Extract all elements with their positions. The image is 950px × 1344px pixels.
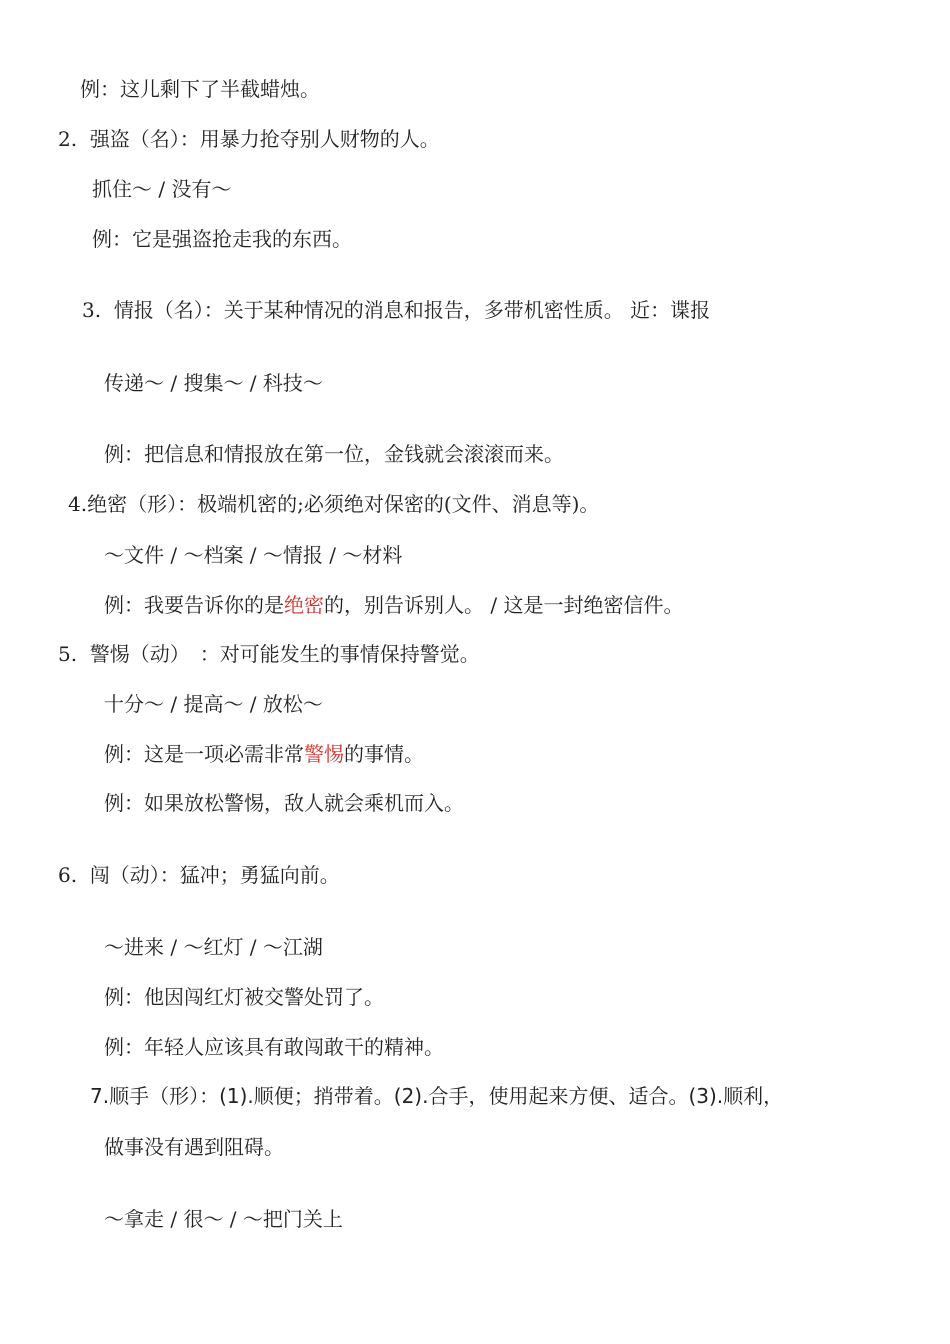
collocation-line — [104, 370, 323, 396]
example-text: 例：把信息和情报放在第一位，金钱就会滚滚而来。 — [104, 442, 564, 466]
entry-definition: 绝密（形）：极端机密的;必须绝对保密的(文件、消息等)。 — [87, 492, 600, 516]
example-text: 例：他因闯红灯被交警处罚了。 — [104, 985, 384, 1009]
sense-number: (1). — [219, 1084, 254, 1108]
entry-heading — [90, 1083, 783, 1109]
sense-text: 合手，使用起来方便、适合。 — [428, 1084, 689, 1108]
highlighted-word: 警惕 — [304, 742, 344, 766]
entry-number: 6. — [58, 863, 78, 887]
example-line — [104, 984, 384, 1010]
entry-heading — [58, 126, 440, 152]
highlighted-word: 绝密 — [284, 593, 324, 617]
collocation-text: 十分～ / 提高～ / 放松～ — [104, 692, 323, 716]
entry-heading — [58, 641, 480, 667]
example-text: 例：这儿剩下了半截蜡烛。 — [80, 77, 320, 101]
example-line — [92, 226, 352, 252]
entry-heading — [82, 297, 710, 323]
collocation-line — [104, 1206, 343, 1232]
example-line — [104, 592, 683, 618]
entry-heading — [68, 491, 599, 517]
example-text: 例：如果放松警惕，敌人就会乘机而入。 — [104, 791, 464, 815]
entry-number: 4. — [68, 492, 88, 516]
example-text: 例：这是一项必需非常 — [104, 742, 304, 766]
collocation-line — [104, 934, 323, 960]
entry-number: 2. — [58, 127, 78, 151]
example-line — [104, 1034, 444, 1060]
entry-definition: 警惕（动） ：对可能发生的事情保持警觉。 — [89, 642, 480, 666]
collocation-line — [104, 691, 323, 717]
example-text: 例：它是强盗抢走我的东西。 — [92, 227, 352, 251]
entry-definition: 强盗（名）：用暴力抢夺别人财物的人。 — [89, 127, 440, 151]
collocation-line — [104, 542, 402, 568]
collocation-text: 抓住～ / 没有～ — [92, 177, 232, 201]
example-line — [104, 790, 464, 816]
example-text: 的，别告诉别人。 / 这是一封绝密信件。 — [324, 593, 684, 617]
sense-text: 做事没有遇到阻碍。 — [104, 1135, 284, 1159]
entry-number: 3. — [82, 298, 102, 322]
sense-text: 顺利， — [723, 1084, 784, 1108]
collocation-text: ～进来 / ～红灯 / ～江湖 — [104, 935, 323, 959]
entry-number: 5. — [58, 642, 78, 666]
entry-definition: 闯（动）：猛冲；勇猛向前。 — [89, 863, 340, 887]
entry-definition-continued — [104, 1134, 284, 1160]
example-line — [104, 441, 564, 467]
sense-number: (3). — [688, 1084, 724, 1108]
collocation-line — [92, 176, 231, 202]
entry-number: 7. — [90, 1084, 110, 1108]
collocation-text: ～文件 / ～档案 / ～情报 / ～材料 — [104, 543, 403, 567]
sense-number: (2). — [393, 1084, 429, 1108]
sense-text: 顺便；捎带着。 — [253, 1084, 394, 1108]
example-text: 例：我要告诉你的是 — [104, 593, 284, 617]
example-line — [80, 76, 320, 102]
example-text: 例：年轻人应该具有敢闯敢干的精神。 — [104, 1035, 444, 1059]
entry-definition: 情报（名）：关于某种情况的消息和报告，多带机密性质。 近：谍报 — [113, 298, 711, 322]
collocation-text: ～拿走 / 很～ / ～把门关上 — [104, 1207, 343, 1231]
example-line — [104, 741, 424, 767]
entry-definition: 顺手（形）： — [109, 1084, 220, 1108]
entry-heading — [58, 862, 340, 888]
collocation-text: 传递～ / 搜集～ / 科技～ — [104, 371, 323, 395]
example-text: 的事情。 — [344, 742, 424, 766]
